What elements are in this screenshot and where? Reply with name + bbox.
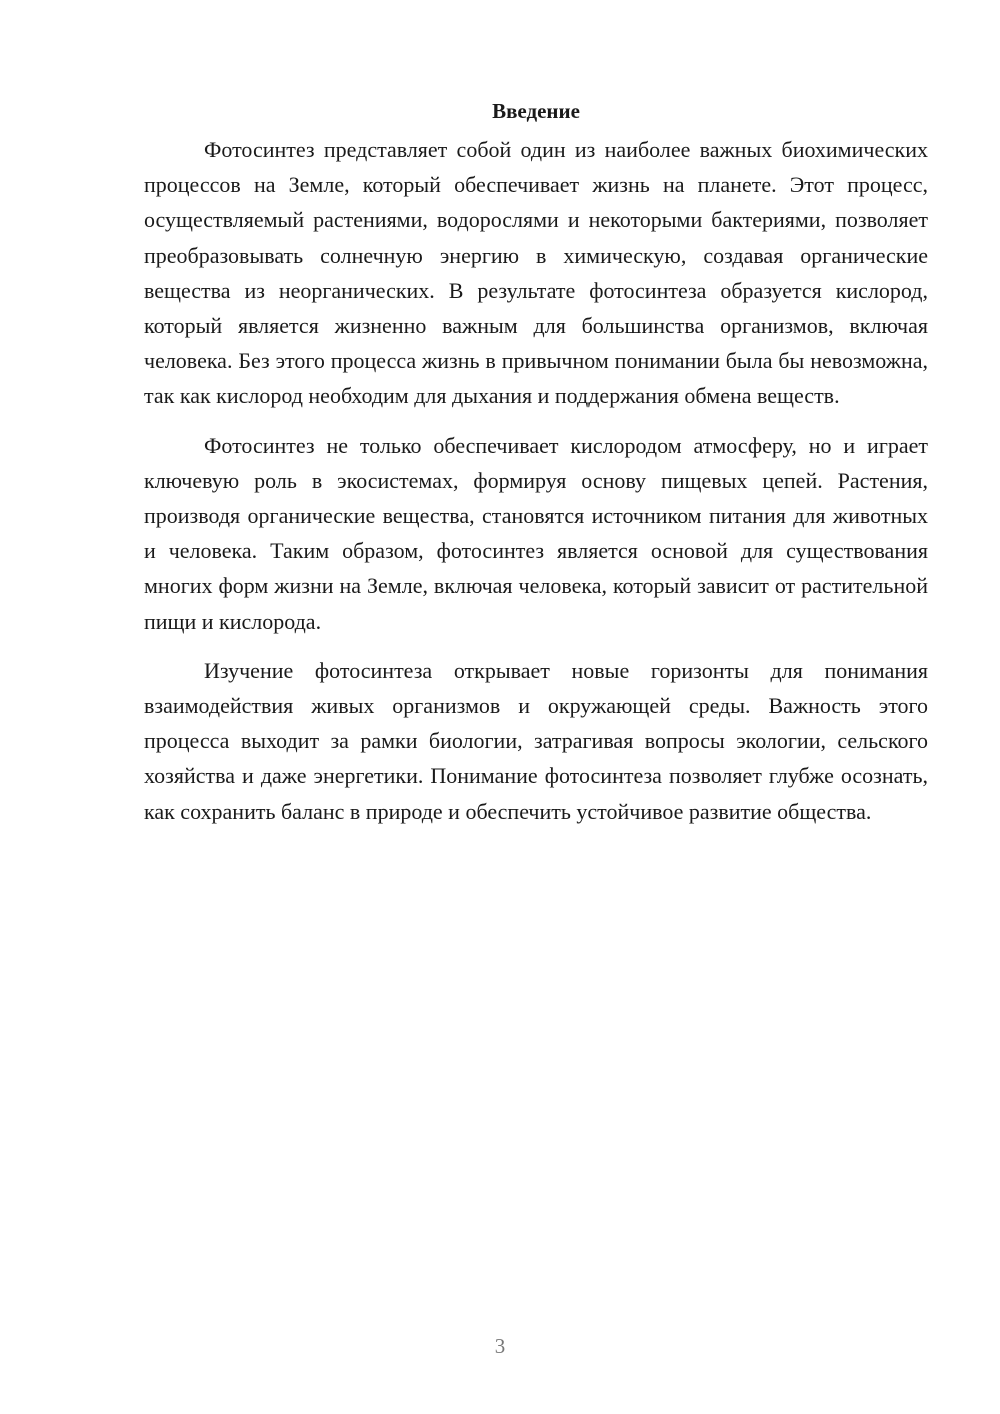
paragraph-2: Фотосинтез не только обеспечивает кислородом атмосферу, но и играет ключевую роль в экосистемах, формируя основу пищевых цепей. Растения, производя органические вещества, становятся источником питания для животных и человека. Таким образом, фотосинтез является основой для существования многих форм жизни на Земле, включая человека, который зависит от растительной пищи и кислорода.	[144, 432, 928, 634]
paragraph-3: Изучение фотосинтеза открывает новые горизонты для понимания взаимодействия живых организмов и окружающей среды. Важность этого процесса выходит за рамки биологии, затрагивая вопросы экологии, сельского хозяйства и даже энергетики. Понимание фотосинтеза позволяет глубже осознать, как сохранить баланс в природе и обеспечить устойчивое развитие общества.	[144, 657, 928, 824]
section-heading: Введение	[492, 99, 580, 123]
paragraph-1: Фотосинтез представляет собой один из наиболее важных биохимических процессов на Земле, который обеспечивает жизнь на планете. Этот процесс, осуществляемый растениями, водорослями и некоторыми бактериями, позволяет преобразовывать солнечную энергию в химическую, создавая органические вещества из неорганических. В результате фотосинтеза образуется кислород, который является жизненно важным для большинства организмов, включая человека. Без этого процесса жизнь в привычном понимании была бы невозможна, так как кислород необходим для дыхания и поддержания обмена веществ.	[144, 137, 928, 409]
page-number: 3	[494, 1334, 506, 1358]
page-content	[144, 96, 928, 843]
